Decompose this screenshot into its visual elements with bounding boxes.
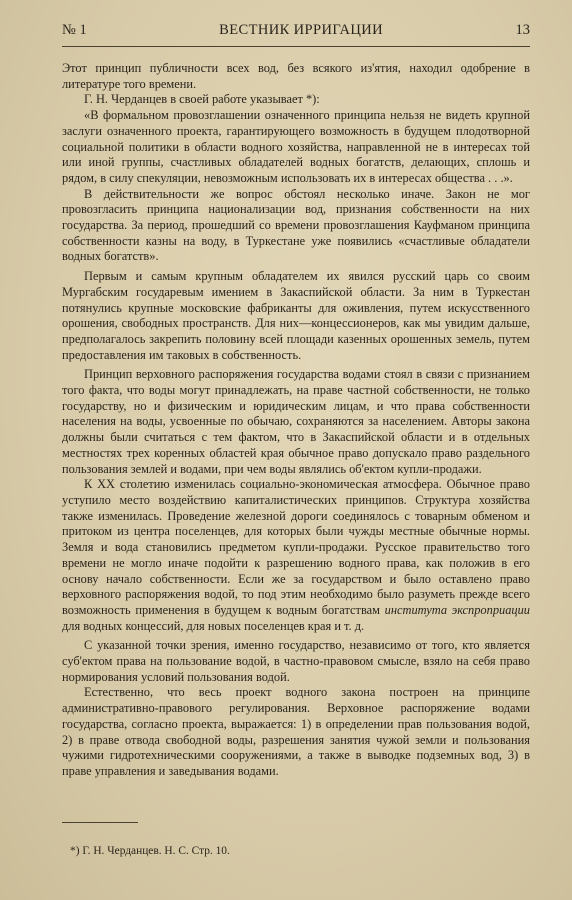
paragraph: Принцип верховного распоряжения государства водами стоял в связи с признанием того факта, что воды могут принадлежать, на праве частной собственности, не только государству, но и физическим и юридическим лицам, и что права собственности населения на воды, усвоенные по обычаю, сохраняются за населением. Авторы закона должны были считаться с тем фактом, что в Закаспийской области и в отдельных местностях трех коренных областей края обычное право допускало право раздельного пользования землей и водами, при чем воды являлись об'ектом купли-продажи. [62,367,530,476]
paragraph [62,477,530,634]
footnote-rule [62,822,138,823]
paragraph: Г. Н. Черданцев в своей работе указывает *): [84,92,320,107]
issue-number: № 1 [62,22,87,38]
paragraph-text: К XX столетию изменилась социально-экономическая атмосфера. Обычное право уступило место воздействию капиталистических принципов. Структура хозяйства также изменилась. Проведение железной дороги соединялось с товарным обменом и притоком из центра поселенцев, для которых были чужды местные обычные нормы. Земля и вода становились предметом купли-продажи. Русское правительство того времени не могло иначе подойти к разрешению водного права, как положив в его основу начало собственности. Если же за государством и было оставлено право верховного распоряжения водой, то под этим необходимо было разуметь прежде всего возможность применения в будущем к водным богатствам [62,477,530,617]
paragraph: С указанной точки зрения, именно государство, независимо от того, кто является суб'ектом права на пользование водой, в частно-правовом смысле, взяло на себя право нормирования условий пользования водой. [62,638,530,684]
paragraph: Этот принцип публичности всех вод, без всякого из'ятия, находил одобрение в литературе того времени. [62,61,530,91]
paragraph: Естественно, что весь проект водного закона построен на принципе административно-правового регулирования. Верховное распоряжение водами государства, согласно проекта, выражается: 1) в определении прав пользования водой, 2) в праве отвода свободной воды, разрешения занятия чужой земли и пользования чужими гидротехническими сооружениями, а также в выводке подземных вод, 3) в праве управления и заведывания водами. [62,685,530,778]
paragraph: Первым и самым крупным обладателем их явился русский царь со своим Мургабским государевым имением в Закаспийской области. За ним в Туркестан потянулись крупные московские фабриканты для оживления, путем искусственного орошения, свободных пространств. Для них—концессионеров, как мы увидим дальше, предполагалось закрепить половину всей площади казенных орошенных земель, путем предоставления им таковых в собственность. [62,269,530,362]
italic-term: института экспроприации [384,602,530,617]
footnote: *) Г. Н. Черданцев. Н. С. Стр. 10. [70,844,230,857]
paragraph-text: для водных концессий, для новых поселенцев края и т. д. [62,618,365,633]
page-number: 13 [515,22,530,38]
running-header [62,22,530,42]
header-rule [62,46,530,47]
article-body [62,61,530,780]
paragraph: В действительности же вопрос обстоял несколько иначе. Закон не мог провозгласить принципа национализации вод, признания собственности на них государства. За период, прошедший со времени провозглашения Кауфманом принципа собственности казны на воду, в Туркестане уже появились «счастливые обладатели водных богатств». [62,186,530,264]
quotation: «В формальном провозглашении означенного принципа нельзя не видеть крупной заслуги означенного проекта, гарантирующего возможность в будущем плодотворной социальной политики в области водного хозяйства, направленной не в интересах той или иной группы, счастливых обладателей водных богатств, делающих, сплошь и рядом, в силу спекуляции, невозможным использовать их в интересах общества . . .». [62,108,530,185]
journal-title: ВЕСТНИК ИРРИГАЦИИ [219,22,384,38]
